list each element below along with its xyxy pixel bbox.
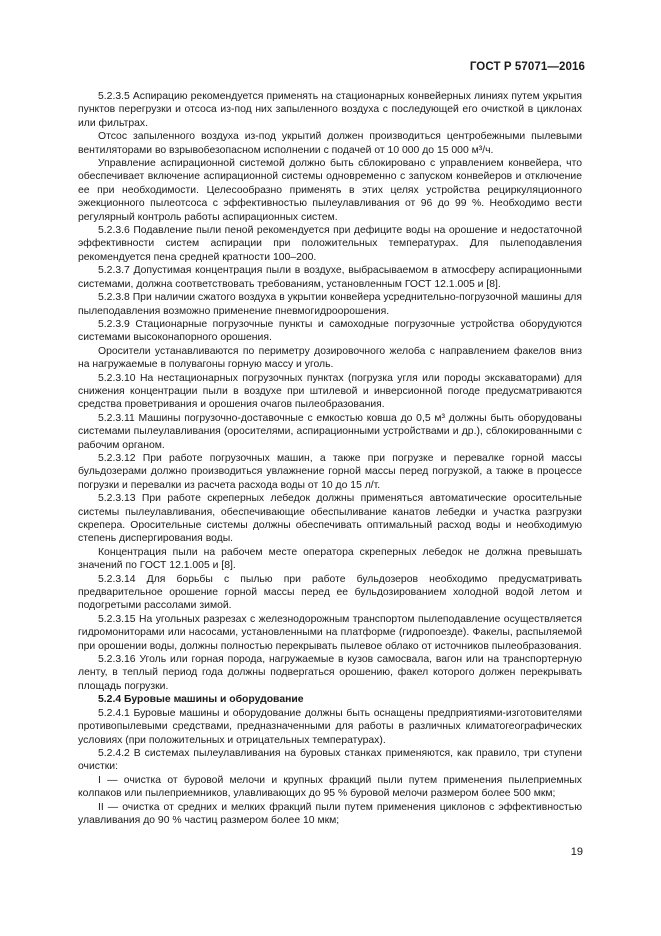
paragraph: Концентрация пыли на рабочем месте оператора скреперных лебедок не должна превышать значений по ГОСТ 12.1.005 и [8]. <box>78 546 582 572</box>
paragraph: 5.2.4.1 Буровые машины и оборудование должны быть оснащены предприятиями-изготовителями противопылевыми средствами, предназначенными для работы в различных климатогеографических условиях (при положительных и отрицательных температурах). <box>78 707 582 746</box>
paragraph: 5.2.3.15 На угольных разрезах с железнодорожным транспортом пылеподавление осуществляется гидромониторами или насосами, установленными на платформе (гидропоезде). Факелы, распыляемой при орошении воды, должны полностью перекрывать пылевое облако от источников пылеобразования. <box>78 613 582 652</box>
paragraph: Отсос запыленного воздуха из-под укрытий должен производиться центробежными пылевыми вентиляторами во взрывобезопасном исполнении с подачей от 10 000 до 15 000 м³/ч. <box>78 131 582 156</box>
paragraph: 5.2.3.12 При работе погрузочных машин, а также при погрузке и перевалке горной массы бульдозерами должно производиться увлажнение горной массы перед погрузкой, а также в процессе погрузки и перевалки из расчета расхода воды от 10 до 15 л/т. <box>78 452 582 491</box>
paragraph: 5.2.3.9 Стационарные погрузочные пункты и самоходные погрузочные устройства оборудуются системами высоконапорного орошения. <box>78 318 582 344</box>
paragraph: Оросители устанавливаются по периметру дозировочного желоба с направлением факелов вниз на нагружаемые в полувагоны горную массу и уголь. <box>78 345 582 371</box>
paragraph: 5.2.3.8 При наличии сжатого воздуха в укрытии конвейера усреднительно-погрузочной машины для пылеподавления возможно применение пневмогидроорошения. <box>78 292 582 317</box>
document-code: ГОСТ Р 57071—2016 <box>469 61 585 73</box>
section-heading: 5.2.4 Буровые машины и оборудование <box>98 694 304 706</box>
paragraph: 5.2.3.13 При работе скреперных лебедок должны применяться автоматические оросительные системы пылеулавливания, обеспечивающие обеспыливание канатов лебедки и участка разгрузки скрепера. Оросительные системы должны обеспечивать оптимальный расход воды и необходимую степень диспергирования воды. <box>78 493 582 545</box>
paragraph: 5.2.4.2 В системах пылеулавливания на буровых станках применяются, как правило, три ступени очистки: <box>78 747 582 773</box>
paragraph: 5.2.3.10 На нестационарных погрузочных пунктах (погрузка угля или породы экскаваторами) для снижения концентрации пыли в воздухе при штилевой и инверсионной погоде предусматриваются средства проветривания и орошения очагов пылеобразования. <box>78 372 582 411</box>
page-body <box>78 90 582 827</box>
paragraph: 5.2.3.7 Допустимая концентрация пыли в воздухе, выбрасываемом в атмосферу аспирационными системами, должна соответствовать требованиям, установленным ГОСТ 12.1.005 и [8]. <box>78 265 582 290</box>
list-item: II — очистка от средних и мелких фракций пыли путем применения циклонов с эффективностью улавливания до 90 % частиц размером более 10 мкм; <box>78 801 582 826</box>
page-number: 19 <box>570 846 583 858</box>
paragraph: 5.2.3.6 Подавление пыли пеной рекомендуется при дефиците воды на орошение и недостаточной эффективности систем аспирации при положительных температурах. Для пылеподавления рекомендуется пена средней кратности 100–200. <box>78 225 582 263</box>
list-item: I — очистка от буровой мелочи и крупных фракций пыли путем применения пылеприемных колпаков или пылеприемников, улавливающих до 95 % буровой мелочи размером более 500 мкм; <box>78 774 582 800</box>
paragraph: 5.2.3.14 Для борьбы с пылью при работе бульдозеров необходимо предусматривать предварительное орошение горной массы перед ее бульдозированием холодной водой летом и подогретыми рассолами зимой. <box>78 573 582 612</box>
paragraph: 5.2.3.16 Уголь или горная порода, нагружаемые в кузов самосвала, вагон или на транспортерную ленту, в теплый период года должны подвергаться орошению, факел которого должен перекрывать площадь погрузки. <box>78 654 582 692</box>
paragraph: 5.2.3.5 Аспирацию рекомендуется применять на стационарных конвейерных линиях путем укрытия пунктов перегрузки и отсоса из-под них запыленного воздуха с последующей его очисткой в циклонах или фильтрах. <box>78 91 582 129</box>
paragraph: Управление аспирационной системой должно быть сблокировано с управлением конвейера, что обеспечивает включение аспирационной системы одновременно с запуском конвейеров и отключение ее при необходимости. Целесообразно применять в этих целях устройства рециркуляционного эжекционного пылеотсоса с эффективностью пылеулавливания от 96 до 99 %. Необходимо вести регулярный контроль работы аспирационных систем. <box>78 158 582 223</box>
paragraph: 5.2.3.11 Машины погрузочно-доставочные с емкостью ковша до 0,5 м³ должны быть оборудованы системами пылеулавливания (оросителями, аспирационными устройствами и др.), сблокированными с рабочим органом. <box>78 412 582 451</box>
